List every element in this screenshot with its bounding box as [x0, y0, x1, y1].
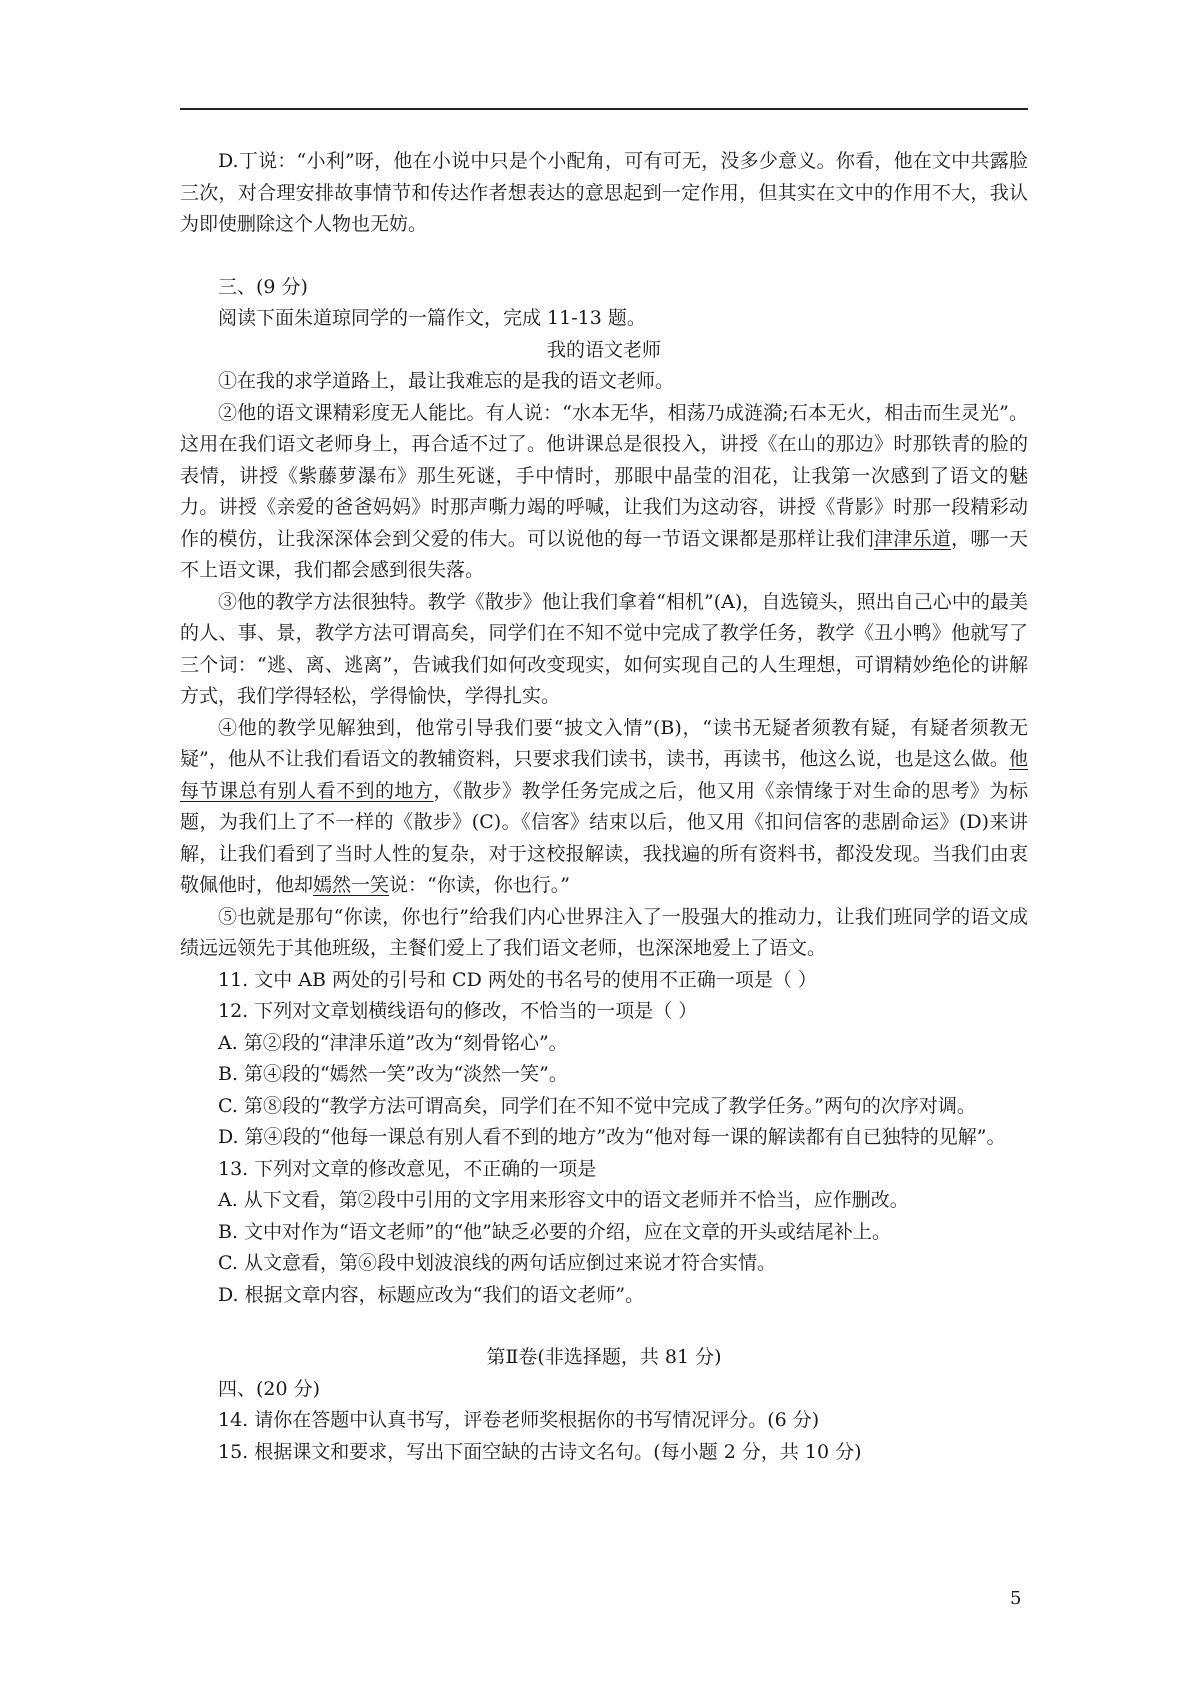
essay-p1: ①在我的求学道路上，最让我难忘的是我的语文老师。 [218, 370, 675, 392]
q13: 13. 下列对文章的修改意见，不正确的一项是 [218, 1157, 597, 1180]
essay-p2 [180, 398, 1028, 587]
section-three: 三、(9 分) [218, 275, 308, 298]
q13-d: D. 根据文章内容，标题应改为“我们的语文老师”。 [218, 1283, 645, 1306]
document-body [180, 146, 1028, 1468]
q14: 14. 请你在答题中认真书写，评卷老师奖根据你的书写情况评分。(6 分) [218, 1409, 820, 1431]
essay-title: 我的语文老师 [546, 338, 661, 361]
d-option: D.丁说：“小利”呀，他在小说中只是个小配角，可有可无，没多少意义。你看，他在文中共露脸三次，对合理安排故事情节和传达作者想表达的意思起到一定作用，但其实在文中的作用不大，我认为即使删除这个人物也无妨。 [180, 150, 1028, 235]
header-rule [180, 108, 1028, 110]
q12-b: B. 第④段的“嫣然一笑”改为“淡然一笑”。 [218, 1063, 568, 1085]
underlined-phrase: 津津乐道 [874, 527, 952, 550]
essay-p3: ③他的教学方法很独特。教学《散步》他让我们拿着“相机”(A)，自选镜头，照出自己心中的最美的人、事、景，教学方法可谓高矣，同学们在不知不觉中完成了教学任务，教学《丑小鸭》他就写了三个词：“逃、离、逃离”，告诫我们如何改变现实，如何实现自己的人生理想，可谓精妙绝伦的讲解方式，我们学得轻松，学得愉快，学得扎实。 [180, 590, 1028, 707]
text-run: 说：“你读，你也行。” [389, 874, 570, 896]
q12: 12. 下列对文章划横线语句的修改，不恰当的一项是（ ） [218, 1000, 698, 1022]
essay-p5: ⑤也就是那句“你读，你也行”给我们内心世界注入了一股强大的推动力，让我们班同学的语文成绩远远领先于其他班级，主餐们爱上了我们语文老师，也深深地爱上了语文。 [180, 905, 1028, 959]
essay-p4 [180, 713, 1028, 902]
instruction: 阅读下面朱道琼同学的一篇作文，完成 11-13 题。 [218, 307, 646, 329]
text-run: ④他的教学见解独到，他常引导我们要“披文入情”(B)，“读书无疑者须教有疑，有疑者须教无疑”，他从不让我们看语文的教辅资料，只要求我们读书，读书，再读书，他这么说，也是这么做。 [180, 716, 1028, 770]
text-run: ，哪一天不上语文课，我们都会感到很失落。 [180, 527, 1028, 581]
paragraph-gap [180, 1311, 1028, 1342]
q12-a: A. 第②段的“津津乐道”改为“刻骨铭心”。 [218, 1031, 568, 1054]
q11: 11. 文中 AB 两处的引号和 CD 两处的书名号的使用不正确一项是（ ） [218, 968, 817, 991]
underlined-phrase: 嫣然一笑 [313, 874, 390, 896]
text-run: ，《散步》教学任务完成之后，他又用《亲情缘于对生命的思考》为标题，为我们上了不一样的《散步》(C)。《信客》结束以后，他又用《扣问信客的悲剧命运》(D)来讲解，让我们看到了当时人性的复杂，对于这校报解读，我找遍的所有资料书，都没发现。当我们由衷敬佩他时，他却 [180, 779, 1028, 896]
paragraph-gap [180, 241, 1028, 272]
underlined-phrase: 他每节课总有别人看不到的地方 [180, 748, 1028, 802]
text-run: ②他的语文课精彩度无人能比。有人说：“水本无华，相荡乃成涟漪;石本无火，相击而生灵光”。 这用在我们语文老师身上，再合适不过了。他讲课总是很投入，讲授《在山的那边》时那铁青的脸的表情，讲授《紫藤萝瀑布》那生死谜，手中情时，那眼中晶莹的泪花，让我第一次感到了语文的魅力。讲授《亲爱的爸爸妈妈》时那声嘶力竭的呼喊，让我们为这动容，讲授《背影》时那一段精彩动作的模仿，让我深深体会到父爱的伟大。可以说他的每一节语文课都是那样让我们 [180, 401, 1028, 550]
section-four: 四、(20 分) [218, 1377, 321, 1400]
q13-c: C. 从文意看，第⑥段中划波浪线的两句话应倒过来说才符合实情。 [218, 1252, 776, 1274]
q15: 15. 根据课文和要求，写出下面空缺的古诗文名句。(每小题 2 分，共 10 分) [218, 1440, 862, 1463]
page-number: 5 [1010, 1588, 1022, 1609]
q13-a: A. 从下文看，第②段中引用的文字用来形容文中的语文老师并不恰当，应作删改。 [218, 1189, 909, 1211]
q12-d: D. 第④段的“他每一课总有别人看不到的地方”改为“他对每一课的解读都有自已独特的见解”。 [218, 1126, 1006, 1148]
q12-c: C. 第⑧段的“教学方法可谓高矣，同学们在不知不觉中完成了教学任务。”两句的次序对调。 [218, 1094, 976, 1117]
part-two-title: 第Ⅱ卷(非选择题，共 81 分) [486, 1346, 722, 1368]
q13-b: B. 文中对作为“语文老师”的“他”缺乏必要的介绍，应在文章的开头或结尾补上。 [218, 1220, 891, 1243]
